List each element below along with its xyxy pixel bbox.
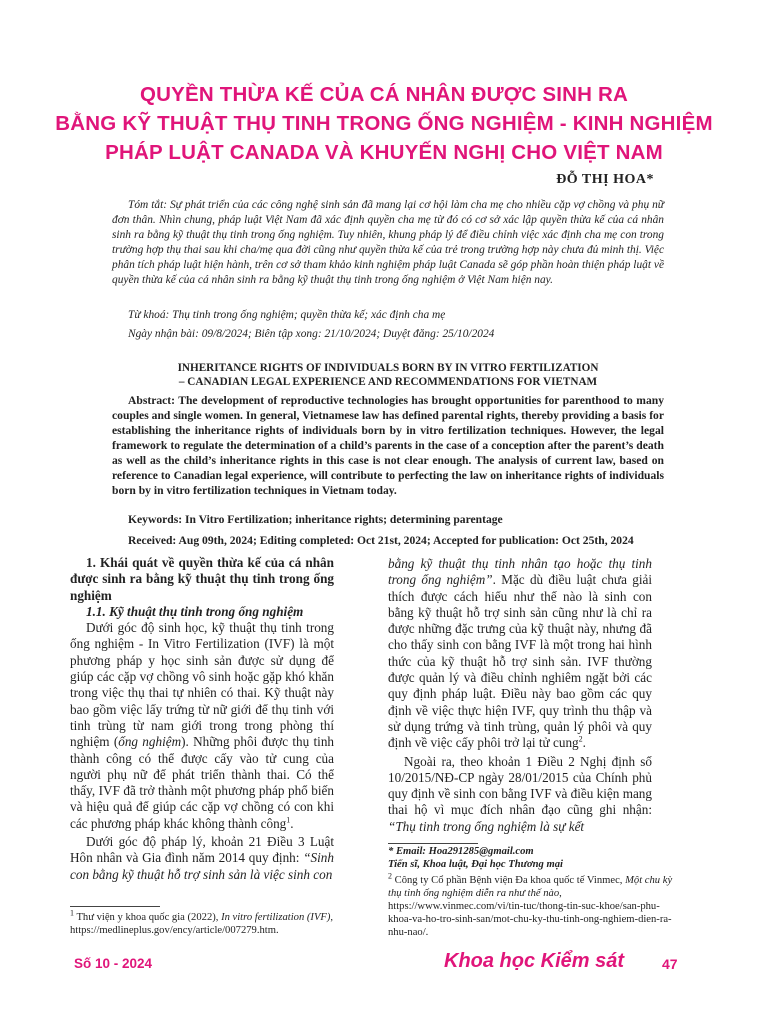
- vietnamese-keywords: Từ khoá: Thụ tinh trong ống nghiệm; quyền thừa kế; xác định cha mẹ: [128, 309, 446, 321]
- english-title: [112, 361, 664, 389]
- footnote-divider: [388, 843, 478, 844]
- body-paragraph: [388, 754, 652, 835]
- english-abstract: Abstract: The development of reproductive technologies has brought opportunities for parenthood to many couples and single women. In general, Vietnamese law has defined parental rights, thereby providing a basis for establishing the inheritance rights of individuals born by in vitro fertilization techniques. However, the legal framework to regulate the determination of a child’s parents in the case of a conception after the parent’s death as well as the child’s inheritance rights in this case is not clear enough. The analysis of current law, based on reference to Canadian legal experience, will contribute to perfecting the law on inheritance rights of individuals born by in vitro fertilization techniques in Vietnam today.: [112, 394, 664, 497]
- footnote-ref[interactable]: 1: [286, 815, 291, 825]
- author-affiliation: Tiến sĩ, Khoa luật, Đại học Thương mại: [388, 859, 563, 870]
- author-email[interactable]: * Email: Hoa291285@gmail.com: [388, 846, 534, 857]
- author-name: ĐỖ THỊ HOA*: [556, 172, 654, 187]
- english-keywords: Keywords: In Vitro Fertilization; inheritance rights; determining parentage: [128, 513, 503, 526]
- footnote-link[interactable]: , https://www.vinmec.com/vi/tin-tuc/thong-tin-suc-khoe/san-phu-khoa-va-ho-tro-sinh-san/mot-chu-ky-thu-tinh-ong-nghiem-dien-ra-nhu-nao/.: [388, 888, 672, 938]
- title-line-1: QUYỀN THỪA KẾ CỦA CÁ NHÂN ĐƯỢC SINH RA: [139, 83, 629, 106]
- issue-number: Số 10 - 2024: [74, 956, 153, 971]
- english-title-line-2: – CANADIAN LEGAL EXPERIENCE AND RECOMMENDATIONS FOR VIETNAM: [178, 376, 598, 388]
- italic-run: “Sinh con bằng kỹ thuật hỗ trợ sinh sản là việc sinh con: [70, 850, 334, 882]
- section-heading: 1. Khái quát về quyền thừa kế của cá nhân được sinh ra bằng kỹ thuật thụ tinh trong ống nghiệm: [70, 555, 334, 603]
- text-run: Thư viện y khoa quốc gia (2022),: [74, 912, 222, 923]
- vietnamese-abstract: Tóm tắt: Sự phát triển của các công nghệ sinh sản đã mang lại cơ hội làm cha mẹ cho nhiều cặp vợ chồng và phụ nữ đơn thân. Nhìn chung, pháp luật Việt Nam đã xác định quyền cha mẹ từ đó có cơ sở xác lập quyền thừa kế của cá nhân sinh ra bằng kỹ thuật thụ tinh trong ống nghiệm. Tuy nhiên, khung pháp lý để điều chỉnh việc xác định cha mẹ con trong trường hợp thụ thai sau khi cha/mẹ qua đời cũng như quyền thừa kế của trẻ trong trường hợp này chưa đủ minh thị. Việc phân tích pháp luật hiện hành, trên cơ sở tham khảo kinh nghiệm pháp luật Canada sẽ góp phần hoàn thiện pháp luật về quyền thừa kế của cá nhân sinh ra bằng kỹ thuật thụ tinh trong ống nghiệm ở Việt Nam hiện nay.: [112, 199, 664, 286]
- body-paragraph: Dưới góc độ sinh học, kỹ thuật thụ tinh trong ống nghiệm - In Vitro Fertilization (IVF) là một phương pháp y học sinh sản được sử dụng để giúp các cặp vợ chồng vô sinh hoặc gặp khó khăn trong việc thụ thai tự nhiên có thai. Kỹ thuật này bao gồm việc lấy trứng từ nữ giới để thụ tinh với tinh trùng từ nam giới trong trong phòng thí nghiệm (ống nghiệm). Những phôi được thụ tinh thành công có thể được cấy vào tử cung của người phụ nữ để phát triển thành thai. Có thể thấy, IVF đã trở thành một phương pháp phổ biến và hiệu quả để giúp các cặp vợ chồng có con khi các phương pháp khác không thành công$^1$.: [70, 620, 335, 831]
- subsection-heading: 1.1. Kỹ thuật thụ tinh trong ống nghiệm: [86, 603, 304, 619]
- footnote-1: [70, 908, 368, 937]
- body-paragraph: bằng kỹ thuật thụ tinh nhân tạo hoặc thụ tinh trong ống nghiệm”. Mặc dù điều luật chưa giải thích được cách hiểu như thế nào là sinh con bằng kỹ thuật hỗ trợ sinh sản cũng như là chỉ ra được những đặc trưng của kỹ thuật này, nhưng đã cho thấy sinh con bằng IVF là một trong hai hình thức của kỹ thuật hỗ trợ sinh sản. IVF thường được quản lý và điều chỉnh nghiêm ngặt bởi các quy định pháp luật. Điều này bao gồm các quy định về việc thực hiện IVF, quy trình thu thập và sử dụng trứng và tinh trùng, quản lý phôi và quy định về việc cấy phôi trở lại tử cung$^2$.: [388, 556, 653, 751]
- page-number: 47: [662, 956, 678, 972]
- text-run: Công ty Cổ phần Bệnh viện Đa khoa quốc tế Vinmec,: [392, 875, 626, 886]
- title-line-2: BẰNG KỸ THUẬT THỤ TINH TRONG ỐNG NGHIỆM - KINH NGHIỆM: [55, 112, 713, 135]
- article-title: [0, 80, 768, 167]
- text-run: ). Những phôi được thụ tinh thành công có thể được cấy vào tử cung của người phụ nữ để phát triển thành thai. Có thể thấy, IVF đã trở thành một phương pháp phổ biến và hiệu quả để giúp các cặp vợ chồng có con khi các phương pháp khác không thành công: [70, 734, 335, 831]
- title-line-3: PHÁP LUẬT CANADA VÀ KHUYẾN NGHỊ CHO VIỆT NAM: [105, 141, 663, 164]
- footnote-author: [388, 845, 678, 871]
- footnote-link[interactable]: , https://medlineplus.gov/ency/article/007279.htm.: [70, 912, 334, 936]
- footnote-ref[interactable]: 2: [578, 734, 583, 744]
- journal-name: Khoa học Kiểm sát: [444, 950, 625, 972]
- text-run: . Mặc dù điều luật chưa giải thích được cách hiểu như thế nào là sinh con bằng kỹ thuật hỗ trợ sinh sản cũng như là chỉ ra được những đặc trưng của kỹ thuật này, nhưng đã cho thấy sinh con bằng IVF là một trong hai hình thức của kỹ thuật hỗ trợ sinh sản. IVF thường được quản lý và điều chỉnh nghiêm ngặt bởi các quy định pháp luật. Điều này bao gồm các quy định về việc thực hiện IVF, quy trình thu thập và sử dụng trứng và tinh trùng, quản lý phôi và quy định về việc cấy phôi trở lại tử cung: [388, 572, 653, 751]
- footnote-number: 2: [388, 871, 392, 881]
- italic-run: In vitro fertilization (IVF): [221, 912, 331, 923]
- english-title-line-1: INHERITANCE RIGHTS OF INDIVIDUALS BORN BY IN VITRO FERTILIZATION: [177, 362, 599, 374]
- text-run: Ngoài ra, theo khoản 1 Điều 2 Nghị định số 10/2015/NĐ-CP ngày 28/01/2015 của Chính phủ quy định về sinh con bằng IVF và điều kiện mang thai hộ vì mục đích nhân đạo cũng ghi nhận:: [388, 753, 652, 818]
- vietnamese-dates: Ngày nhận bài: 09/8/2024; Biên tập xong: 21/10/2024; Duyệt đăng: 25/10/2024: [128, 328, 495, 340]
- italic-run: bằng kỹ thuật thụ tinh nhân tạo hoặc thụ tinh trong ống nghiệm”: [388, 556, 652, 588]
- footnote-number: 1: [70, 908, 74, 918]
- italic-run: Một chu kỳ thụ tinh ống nghiệm diễn ra như thế nào: [388, 875, 673, 899]
- body-paragraph: [70, 834, 334, 883]
- text-run: Dưới góc độ sinh học, kỹ thuật thụ tinh trong ống nghiệm - In Vitro Fertilization (IVF) là một phương pháp y học sinh sản được sử dụng để giúp các cặp vợ chồng vô sinh hoặc gặp khó khăn trong việc thụ thai tự nhiên có thai. Kỹ thuật này bao gồm việc lấy trứng từ nữ giới để thụ tinh với tinh trùng từ nam giới trong trong phòng thí nghiệm (: [70, 620, 334, 750]
- text-run: Dưới góc độ pháp lý, khoản 21 Điều 3 Luật Hôn nhân và Gia đình năm 2014 quy định:: [70, 834, 334, 866]
- italic-run: ống nghiệm: [118, 734, 182, 750]
- left-column: [70, 555, 334, 885]
- italic-run: “Thụ tinh trong ống nghiệm là sự kết: [388, 818, 585, 834]
- right-column: [388, 556, 652, 837]
- english-dates: Received: Aug 09th, 2024; Editing completed: Oct 21st, 2024; Accepted for publication: Oct 25th, 2024: [128, 534, 634, 547]
- footnote-2: [388, 871, 678, 939]
- footnote-divider: [70, 906, 160, 907]
